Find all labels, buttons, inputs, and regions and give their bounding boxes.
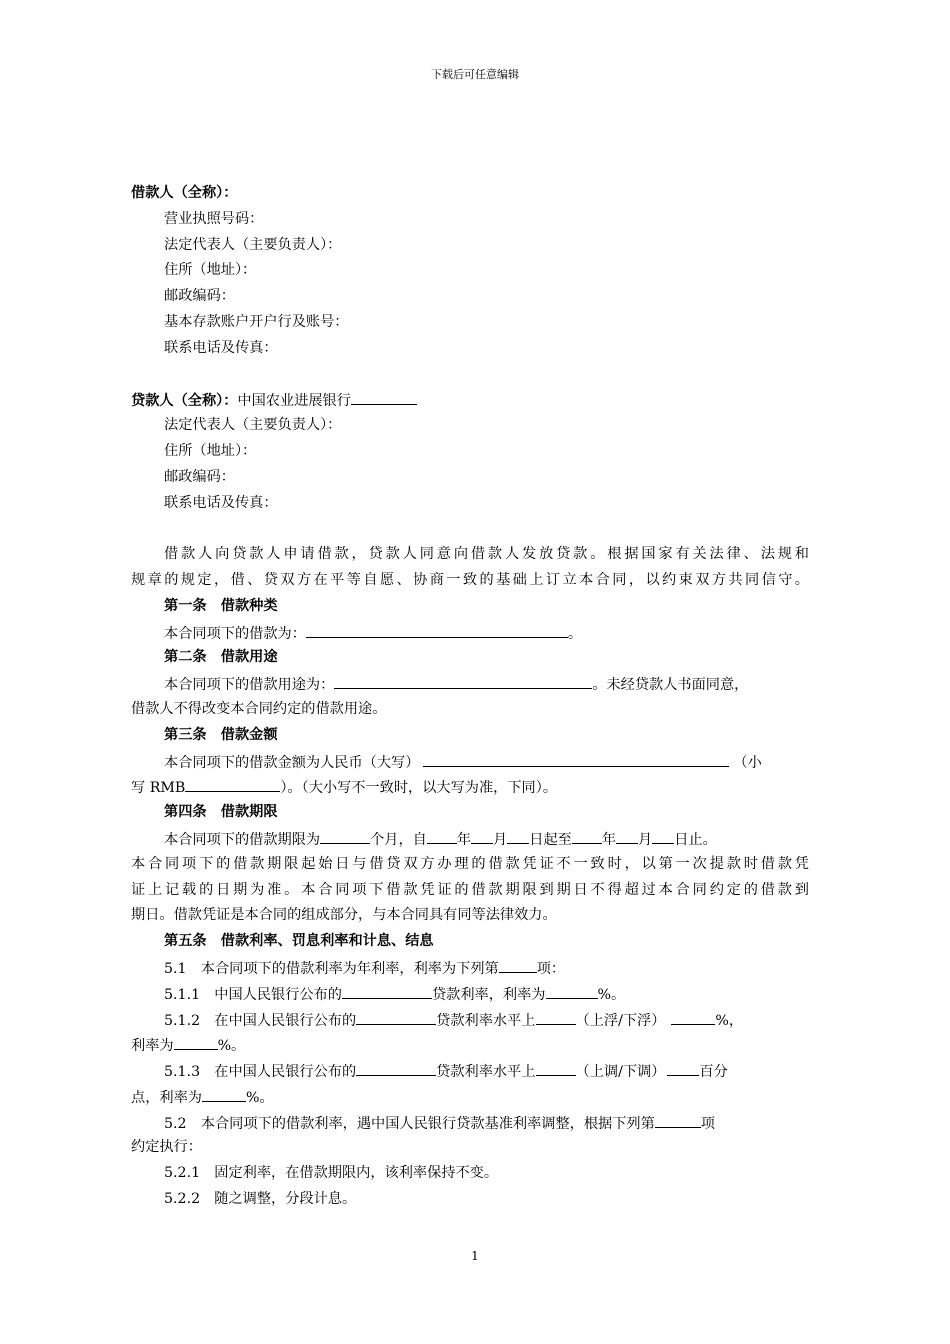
article-3-note: ）。（大小写不一致时，以大写为准，下同）。	[280, 780, 557, 797]
clause-5-1-2-line-2	[131, 1032, 809, 1058]
clause-5-1-3-rate-label: 点，利率为	[131, 1089, 202, 1106]
clause-5-1-2-rate-label: 利率为	[131, 1038, 174, 1055]
clause-5-1-3-points-blank	[667, 1058, 699, 1076]
end-year-label: 年	[601, 831, 617, 848]
article-5-title: 第五条 借款利率、罚息利率和计息、结息	[164, 933, 434, 950]
start-day-label: 日起至	[529, 831, 572, 848]
clause-5-1-2	[131, 1007, 809, 1033]
clause-5-1-3-points: 百分	[699, 1064, 728, 1081]
borrower-address-field: 住所（地址）：	[164, 262, 257, 279]
clause-5-1-2-rate-blank	[174, 1032, 218, 1050]
clause-5-1-2-mid: 贷款利率水平上	[436, 1012, 536, 1029]
contract-body	[131, 181, 809, 1213]
lender-postcode-field: 邮政编码：	[164, 468, 235, 485]
article-3-rmb: 写 RMB	[131, 780, 186, 797]
article-2-line-2: 借款人不得改变本合同约定的借款用途。	[131, 700, 387, 717]
intro-line-2: 规章的规定，借、贷双方在平等自愿、协商一致的基础上订立本合同，以约束双方共同信守。	[131, 571, 809, 588]
article-1-title: 第一条 借款种类	[164, 597, 278, 614]
clause-5-1-text: 5.1 本合同项下的借款利率为年利率，利率为下列第	[164, 960, 499, 977]
article-4-title: 第四条 借款期限	[164, 804, 278, 821]
clause-5-1-3-direction-blank	[536, 1058, 576, 1076]
lender-name-blank	[351, 387, 417, 405]
article-4-line-3: 证上记载的日期为准。本合同项下借款凭证的借款期限到期日不得超过本合同约定的借款到	[131, 881, 809, 898]
clause-5-1-2-text: 5.1.2 在中国人民银行公布的	[164, 1012, 357, 1029]
lender-address-field: 住所（地址）：	[164, 442, 257, 459]
term-pre: 本合同项下的借款期限为	[164, 831, 321, 848]
end-day-label: 日止。	[674, 831, 717, 848]
article-3-post: （小	[733, 754, 762, 771]
clause-5-1-1	[131, 981, 809, 1007]
clause-5-1-2-rate-type-blank	[356, 1007, 436, 1025]
clause-5-1-3-rate-blank	[202, 1084, 246, 1102]
amount-uppercase-blank	[423, 749, 729, 767]
lender-title-line	[131, 387, 809, 413]
article-4-line-2: 本合同项下的借款期限起始日与借贷双方办理的借款凭证不一致时，以第一次提款时借款凭	[131, 855, 809, 872]
borrower-license-field: 营业执照号码：	[164, 210, 264, 227]
clause-5-2-end: 项	[700, 1115, 715, 1132]
article-3-pre: 本合同项下的借款金额为人民币（大写）	[164, 754, 420, 771]
end-month-blank	[616, 826, 638, 844]
clause-5-1-2-direction: （上浮/下浮）	[575, 1012, 666, 1029]
lender-representative-field: 法定代表人（主要负责人）：	[164, 417, 342, 434]
clause-5-1-1-text: 5.1.1 中国人民银行公布的	[164, 986, 342, 1003]
borrower-phone-field: 联系电话及传真：	[164, 339, 278, 356]
clause-5-1-3-text: 5.1.3 在中国人民银行公布的	[164, 1064, 357, 1081]
term-months-label: 个月，自	[370, 831, 427, 848]
lender-title: 贷款人（全称）：	[131, 393, 238, 410]
intro-line-1: 借款人向贷款人申请借款，贷款人同意向借款人发放贷款。根据国家有关法律、法规和	[164, 546, 809, 563]
borrower-account-field: 基本存款账户开户行及账号：	[164, 313, 349, 330]
page-header: 下载后可任意编辑	[431, 68, 519, 81]
article-2-title: 第二条 借款用途	[164, 649, 278, 666]
end-month-label: 月	[638, 831, 653, 848]
article-3-line-2	[131, 774, 809, 800]
clause-5-2-line-2: 约定执行：	[131, 1139, 202, 1156]
article-2-text	[131, 671, 809, 697]
article-3-title: 第三条 借款金额	[164, 726, 278, 743]
loan-purpose-blank	[334, 671, 592, 689]
start-year-label: 年	[456, 831, 472, 848]
clause-5-1-3-end: %。	[245, 1089, 274, 1106]
article-4-line-4: 期日。借款凭证是本合同的组成部分，与本合同具有同等法律效力。	[131, 907, 557, 924]
lender-name: 中国农业进展银行	[237, 393, 351, 410]
start-day-blank	[507, 826, 529, 844]
clause-5-1-end: 项：	[536, 960, 566, 977]
start-month-label: 月	[493, 831, 508, 848]
clause-5-1-1-rate-blank	[546, 981, 598, 999]
borrower-title: 借款人（全称）：	[131, 185, 238, 201]
clause-5-2-text: 5.2 本合同项下的借款利率，遇中国人民银行贷款基准利率调整，根据下列第	[164, 1115, 655, 1132]
clause-5-1-option-blank	[499, 955, 537, 973]
article-1-text	[131, 620, 809, 646]
borrower-postcode-field: 邮政编码：	[164, 288, 235, 305]
clause-5-1-3	[131, 1058, 809, 1084]
lender-phone-field: 联系电话及传真：	[164, 494, 278, 511]
clause-5-1-1-rate-type-blank	[342, 981, 432, 999]
clause-5-1	[131, 955, 809, 981]
article-4-text	[131, 826, 809, 852]
start-month-blank	[471, 826, 493, 844]
clause-5-1-3-mid: 贷款利率水平上	[436, 1064, 536, 1081]
clause-5-1-2-percent: %，	[715, 1012, 744, 1029]
article-1-pre: 本合同项下的借款为：	[164, 625, 306, 642]
clause-5-1-1-mid: 贷款利率，利率为	[431, 986, 546, 1003]
clause-5-2	[131, 1110, 809, 1136]
page-number: 1	[471, 1249, 479, 1263]
loan-type-blank	[306, 620, 568, 638]
borrower-representative-field: 法定代表人（主要负责人）：	[164, 236, 342, 253]
clause-5-1-2-end: %。	[217, 1038, 246, 1055]
clause-5-1-1-end: %。	[597, 986, 626, 1003]
clause-5-2-1: 5.2.1 固定利率，在借款期限内，该利率保持不变。	[164, 1165, 499, 1182]
term-months-blank	[320, 826, 370, 844]
clause-5-1-2-percent-blank	[671, 1007, 715, 1025]
clause-5-2-2: 5.2.2 随之调整，分段计息。	[164, 1191, 357, 1208]
article-1-post: 。	[567, 625, 583, 642]
article-3-text	[131, 749, 809, 775]
clause-5-2-option-blank	[655, 1110, 701, 1128]
start-year-blank	[427, 826, 457, 844]
clause-5-1-3-line-2	[131, 1084, 809, 1110]
clause-5-1-3-rate-type-blank	[356, 1058, 436, 1076]
clause-5-1-2-direction-blank	[536, 1007, 576, 1025]
end-day-blank	[652, 826, 674, 844]
article-2-post: 。未经贷款人书面同意，	[592, 677, 749, 694]
article-2-pre: 本合同项下的借款用途为：	[164, 677, 335, 694]
amount-rmb-blank	[185, 774, 280, 792]
end-year-blank	[572, 826, 602, 844]
clause-5-1-3-direction: （上调/下调）	[575, 1064, 666, 1081]
